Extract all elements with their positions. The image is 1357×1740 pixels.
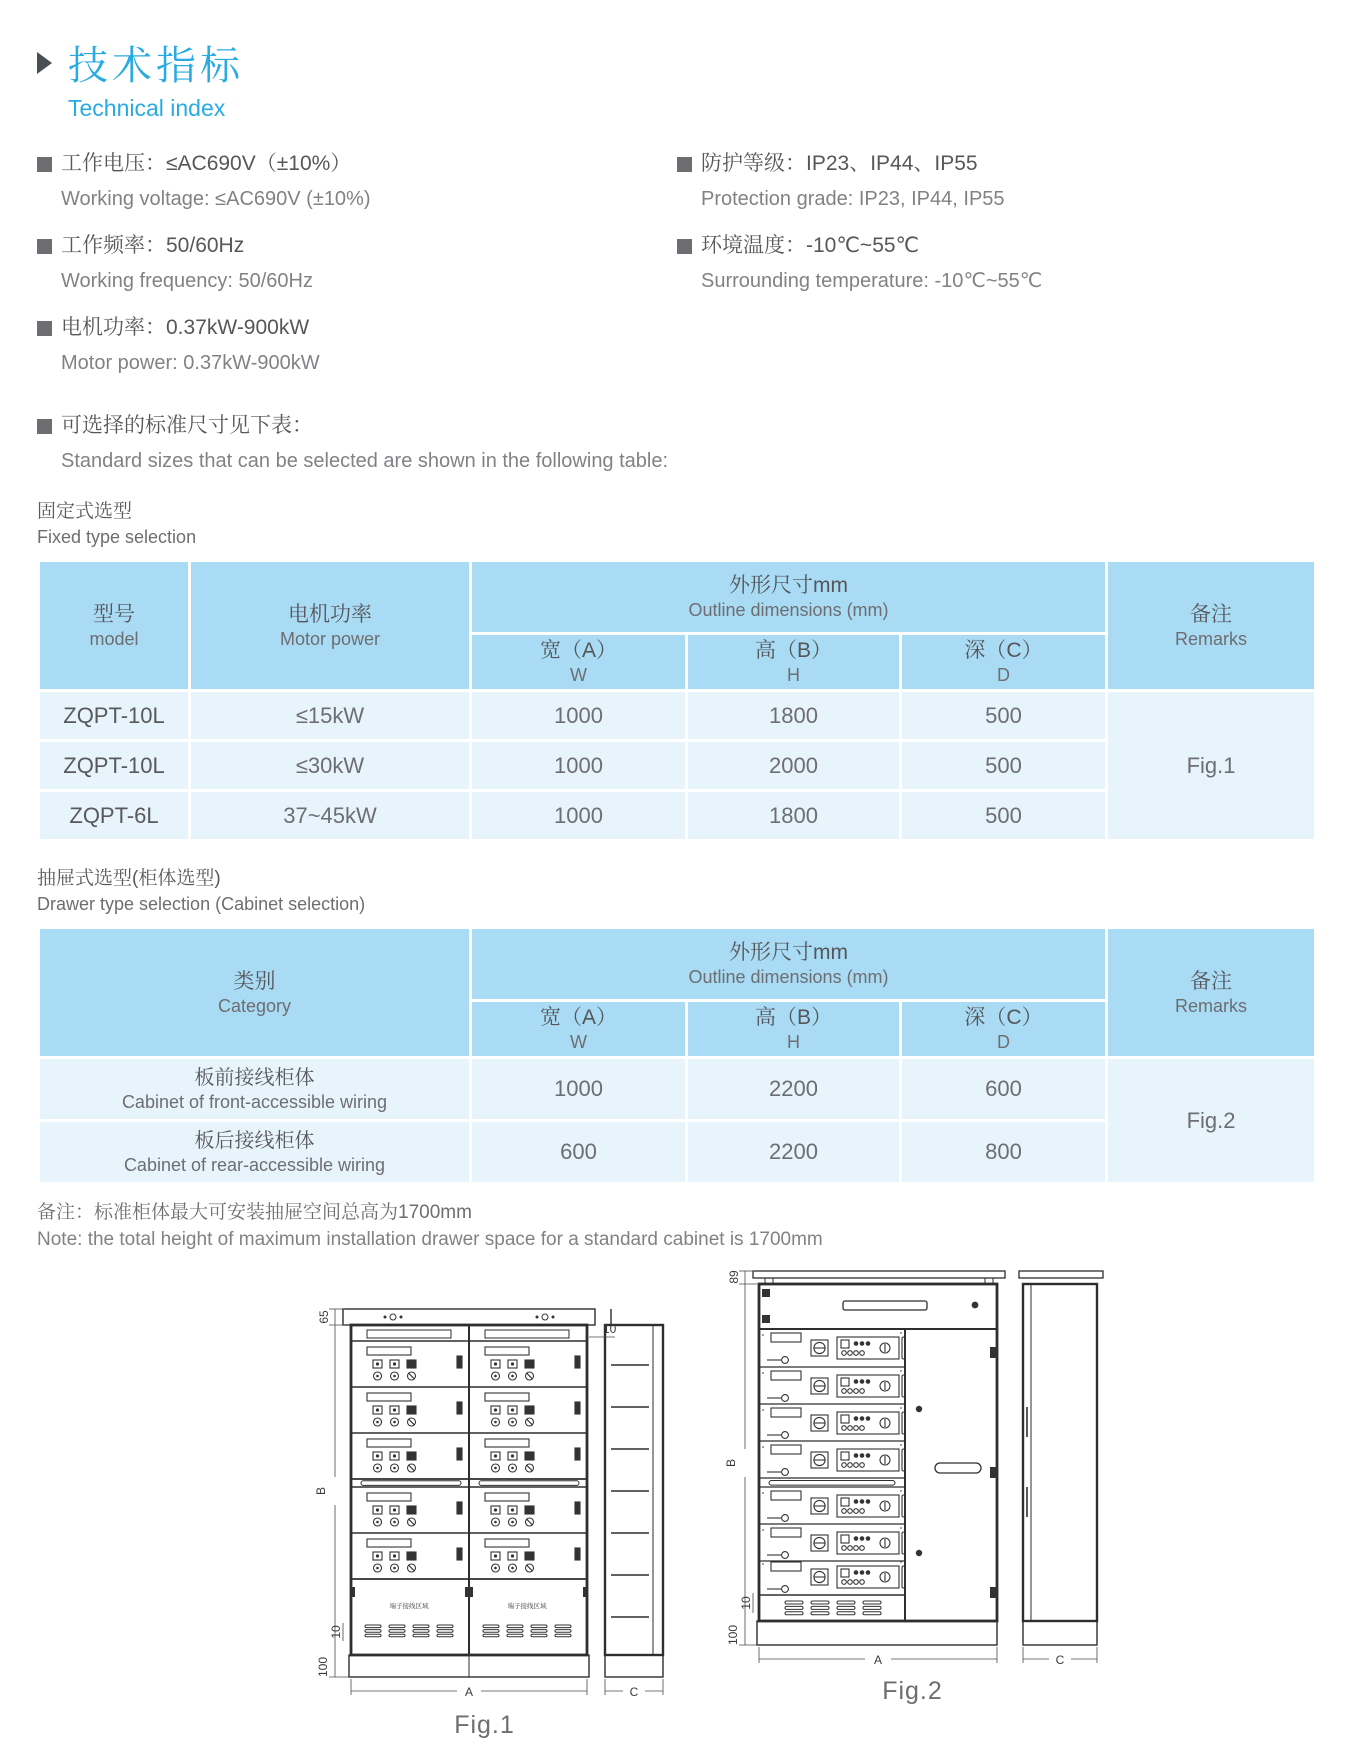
header-en: Outline dimensions (mm) xyxy=(688,600,889,620)
figure-caption: Fig.1 xyxy=(454,1711,515,1739)
bullet-square-icon xyxy=(37,321,52,336)
fig2-dim-width: A xyxy=(873,1653,882,1667)
page-header xyxy=(37,34,1320,122)
col-header-height xyxy=(688,635,899,689)
spec-cn-text: 工作电压：≤AC690V（±10%） xyxy=(61,152,352,175)
figure-1 xyxy=(305,1291,665,1740)
section-title-cn: 抽屉式选型(柜体选型) xyxy=(37,868,221,889)
spec-en-text: Standard sizes that can be selected are shown in the following table: xyxy=(61,450,669,472)
cell-width: 1000 xyxy=(472,692,685,739)
section-title-en: Drawer type selection (Cabinet selection) xyxy=(37,894,366,914)
cell-model: ZQPT-10L xyxy=(40,692,188,739)
fig2-dim-height: B xyxy=(723,1458,738,1468)
figures xyxy=(97,1257,1320,1740)
category-cn: 板前接线柜体 xyxy=(194,1066,315,1089)
fig2-dim-base: 100 xyxy=(725,1624,740,1646)
col-header-width xyxy=(472,635,685,689)
cell-remarks: Fig.2 xyxy=(1108,1059,1314,1182)
header-cn: 宽（A） xyxy=(539,639,617,662)
cell-height: 2200 xyxy=(688,1059,899,1119)
spec-protection-grade xyxy=(677,148,1320,213)
fig1-dim-gap: 10 xyxy=(602,1322,616,1336)
header-en: H xyxy=(787,1032,800,1052)
cell-height: 1800 xyxy=(688,792,899,839)
fig1-dim-cap: 65 xyxy=(316,1310,331,1324)
col-header-model xyxy=(40,562,188,689)
header-en: W xyxy=(570,665,587,685)
spec-motor-power xyxy=(37,312,677,377)
note-cn: 备注：标准柜体最大可安装抽屉空间总高为1700mm xyxy=(37,1202,472,1223)
cell-depth: 800 xyxy=(902,1122,1105,1182)
cell-category xyxy=(40,1122,469,1182)
cell-depth: 600 xyxy=(902,1059,1105,1119)
col-header-depth xyxy=(902,635,1105,689)
spec-en-text: Surrounding temperature: -10℃~55℃ xyxy=(701,270,1043,292)
header-en: H xyxy=(787,665,800,685)
col-header-category xyxy=(40,929,469,1056)
terminal-area-label: 端子接线区域 xyxy=(389,1603,428,1610)
header-en: W xyxy=(570,1032,587,1052)
fixed-type-table xyxy=(37,559,1317,842)
spec-cn-text: 可选择的标准尺寸见下表： xyxy=(61,414,313,437)
fig1-dim-depth: C xyxy=(629,1685,638,1699)
header-en: D xyxy=(997,1032,1011,1052)
cabinet-drawing-fig2 xyxy=(713,1257,1113,1671)
spec-en-text: Motor power: 0.37kW-900kW xyxy=(61,352,320,374)
header-cn: 高（B） xyxy=(754,1006,832,1029)
header-cn: 深（C） xyxy=(964,1006,1043,1029)
fig1-dim-base: 100 xyxy=(315,1656,330,1678)
spec-cn-text: 环境温度：-10℃~55℃ xyxy=(701,234,920,257)
cell-depth: 500 xyxy=(902,742,1105,789)
header-en: D xyxy=(997,665,1011,685)
header-cn: 高（B） xyxy=(754,639,832,662)
header-en: Outline dimensions (mm) xyxy=(688,967,889,987)
header-cn: 型号 xyxy=(93,602,135,626)
header-cn: 备注 xyxy=(1190,969,1233,993)
page-title: 技术指标 xyxy=(68,44,244,88)
spec-cn-text: 防护等级：IP23、IP44、IP55 xyxy=(701,152,978,175)
header-cn: 类别 xyxy=(233,969,276,993)
header-en: Motor power xyxy=(279,628,381,649)
bullet-square-icon xyxy=(677,239,692,254)
col-header-width xyxy=(472,1002,685,1056)
cell-width: 1000 xyxy=(472,742,685,789)
bullet-square-icon xyxy=(677,157,692,172)
page-subtitle: Technical index xyxy=(68,95,226,121)
col-header-remarks xyxy=(1108,929,1314,1056)
fig2-dim-depth: C xyxy=(1055,1653,1064,1667)
spec-cn-text: 电机功率：0.37kW-900kW xyxy=(61,316,310,339)
col-header-motor-power xyxy=(191,562,469,689)
figure-2 xyxy=(713,1257,1113,1706)
bullet-square-icon xyxy=(37,419,52,434)
header-cn: 备注 xyxy=(1190,602,1233,626)
col-header-height xyxy=(688,1002,899,1056)
fig2-dim-vent: 10 xyxy=(738,1596,753,1610)
col-header-outline-dimensions xyxy=(472,562,1105,632)
cell-width: 1000 xyxy=(472,1059,685,1119)
spec-en-text: Working voltage: ≤AC690V (±10%) xyxy=(61,188,371,210)
fig1-dim-vent: 10 xyxy=(328,1625,343,1639)
bullet-square-icon xyxy=(37,239,52,254)
note-en: Note: the total height of maximum installation drawer space for a standard cabinet is 1700mm xyxy=(37,1229,823,1250)
spec-cn-text: 工作频率：50/60Hz xyxy=(61,234,245,257)
section-title-cn: 固定式选型 xyxy=(37,501,133,522)
section-title-en: Fixed type selection xyxy=(37,527,197,547)
header-en: Remarks xyxy=(1175,628,1248,649)
header-cn: 电机功率 xyxy=(288,602,372,626)
fig1-dim-width: A xyxy=(464,1685,473,1699)
spec-surrounding-temperature xyxy=(677,230,1320,295)
drawer-table-label xyxy=(37,866,1320,916)
spec-en-text: Working frequency: 50/60Hz xyxy=(61,270,313,292)
col-header-outline-dimensions xyxy=(472,929,1105,999)
cell-height: 2000 xyxy=(688,742,899,789)
category-en: Cabinet of front-accessible wiring xyxy=(121,1091,388,1112)
spec-working-voltage xyxy=(37,148,677,213)
table-row xyxy=(40,1059,1314,1119)
section-arrow-icon xyxy=(37,52,52,74)
cell-category xyxy=(40,1059,469,1119)
cell-width: 1000 xyxy=(472,792,685,839)
figure-caption: Fig.2 xyxy=(882,1677,943,1705)
category-cn: 板后接线柜体 xyxy=(194,1129,315,1152)
cell-model: ZQPT-10L xyxy=(40,742,188,789)
category-en: Cabinet of rear-accessible wiring xyxy=(123,1154,386,1175)
cabinet-drawing-fig1 xyxy=(305,1291,665,1705)
fixed-table-label xyxy=(37,499,1320,549)
fig1-dim-height: B xyxy=(313,1486,328,1496)
header-cn: 深（C） xyxy=(964,639,1043,662)
header-en: Category xyxy=(217,995,292,1016)
cell-height: 1800 xyxy=(688,692,899,739)
spec-table-intro xyxy=(37,410,1320,475)
header-en: Remarks xyxy=(1175,995,1248,1016)
col-header-remarks xyxy=(1108,562,1314,689)
cell-width: 600 xyxy=(472,1122,685,1182)
col-header-depth xyxy=(902,1002,1105,1056)
cell-remarks: Fig.1 xyxy=(1108,692,1314,839)
cell-height: 2200 xyxy=(688,1122,899,1182)
cell-model: ZQPT-6L xyxy=(40,792,188,839)
header-cn: 宽（A） xyxy=(539,1006,617,1029)
cell-depth: 500 xyxy=(902,792,1105,839)
terminal-area-label: 端子接线区域 xyxy=(507,1603,546,1610)
cell-power: ≤30kW xyxy=(191,742,469,789)
bullet-square-icon xyxy=(37,157,52,172)
spec-list xyxy=(37,148,1320,394)
header-en: model xyxy=(89,628,139,649)
spec-en-text: Protection grade: IP23, IP44, IP55 xyxy=(701,188,1005,210)
cell-depth: 500 xyxy=(902,692,1105,739)
cell-power: ≤15kW xyxy=(191,692,469,739)
table-row xyxy=(40,692,1314,739)
header-cn: 外形尺寸mm xyxy=(729,574,849,597)
header-cn: 外形尺寸mm xyxy=(729,941,849,964)
fig2-dim-cap: 89 xyxy=(726,1270,741,1284)
cell-power: 37~45kW xyxy=(191,792,469,839)
spec-working-frequency xyxy=(37,230,677,295)
table-note xyxy=(37,1199,1320,1253)
drawer-type-table xyxy=(37,926,1317,1185)
